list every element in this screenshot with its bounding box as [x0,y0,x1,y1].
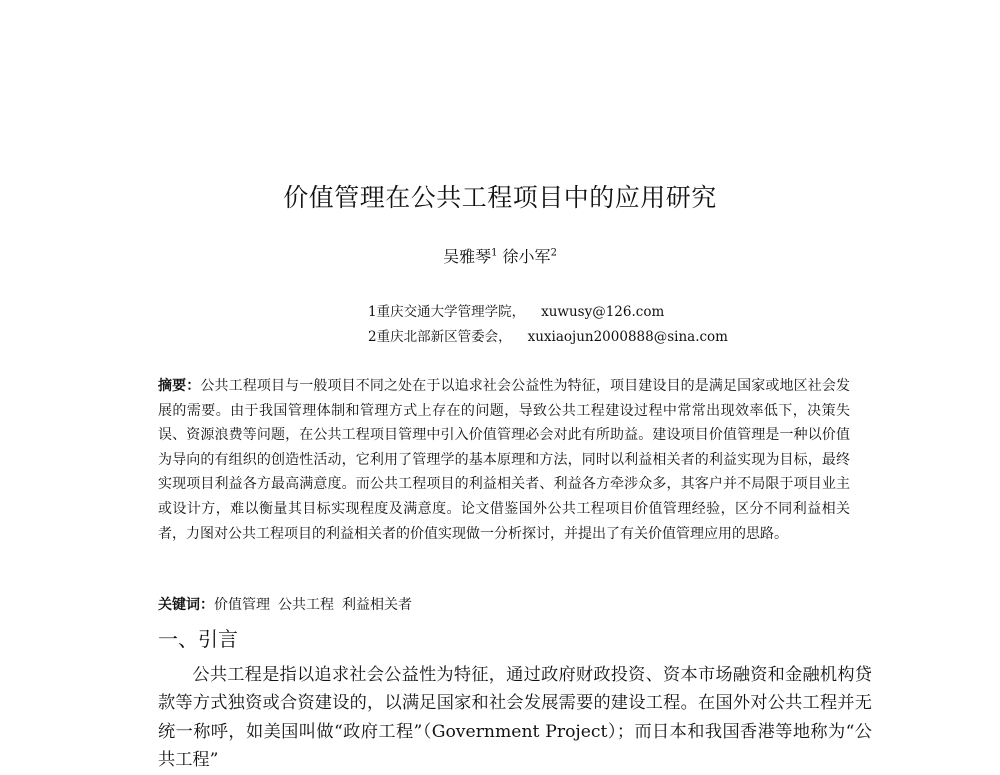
body-paragraph: 公共工程是指以追求社会公益性为特征，通过政府财政投资、资本市场融资和金融机构贷款等方式独资或合资建设的，以满足国家和社会发展需要的建设工程。在国外对公共工程并无统一称呼，如美国叫做“政府工程”（Government Project）；而日本和我国香港等地称为“公共工程” [158,665,872,771]
affiliation-line [368,325,728,345]
keyword: 价值管理 [214,597,270,613]
abstract [158,374,850,546]
author-line [0,244,1000,267]
paper-title: 价值管理在公共工程项目中的应用研究 [283,183,717,212]
author-affiliation-mark: 2 [550,247,557,259]
affiliation-line [368,300,664,320]
author-affiliation-mark: 1 [491,247,498,259]
abstract-text: 公共工程项目与一般项目不同之处在于以追求社会公益性为特征，项目建设目的是满足国家或地区社会发展的需要。由于我国管理体制和管理方式上存在的问题，导致公共工程建设过程中常常出现效率低下，决策失误、资源浪费等问题，在公共工程项目管理中引入价值管理必会对此有所助益。建设项目价值管理是一种以价值为导向的有组织的创造性活动，它利用了管理学的基本原理和方法，同时以利益相关者的利益实现为目标，最终实现项目利益各方最高满意度。而公共工程项目的利益相关者、利益各方牵涉众多，其客户并不局限于项目业主或设计方，难以衡量其目标实现程度及满意度。论文借鉴国外公共工程项目价值管理经验，区分不同利益相关者，力图对公共工程项目的利益相关者的价值实现做一分析探讨，并提出了有关价值管理应用的思路。 [158,378,850,542]
affiliation-text: 1重庆交通大学管理学院， [368,304,526,320]
section-heading: 一、引言 [158,627,238,651]
keyword: 公共工程 [278,597,334,613]
abstract-label: 摘要： [158,378,201,394]
affiliation-email: xuwusy@126.com [541,304,665,320]
keywords-label: 关键词： [158,597,214,613]
affiliation-email: xuxiaojun2000888@sina.com [527,329,728,345]
keywords-line [158,594,420,614]
author-name: 吴雅琴 [443,247,492,266]
keyword: 利益相关者 [342,597,412,613]
author-name: 徐小军 [502,247,551,266]
affiliation-text: 2重庆北部新区管委会， [368,329,512,345]
